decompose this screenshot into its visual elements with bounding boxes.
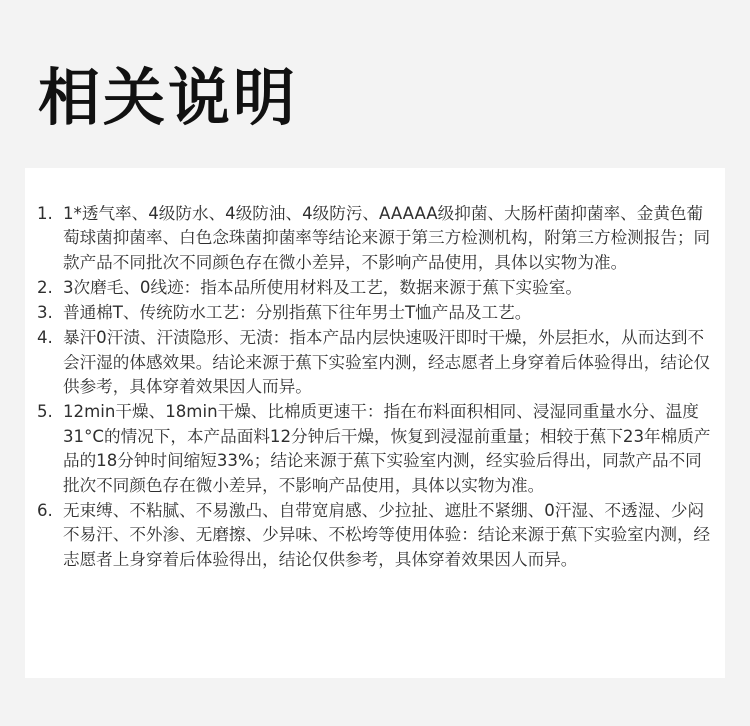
note-number: 4. — [37, 328, 53, 348]
note-number: 3. — [37, 303, 53, 323]
note-item-4 — [37, 326, 711, 399]
note-text: 无束缚、不粘腻、不易激凸、自带宽肩感、少拉扯、遮肚不紧绷、0汗湿、不透湿、少闷不易汗、不外渗、无磨擦、少异味、不松垮等使用体验：结论来源于蕉下实验室内测，经志愿者上身穿着后体验得出，结论仅供参考，具体穿着效果因人而异。 — [63, 500, 711, 569]
note-item-5 — [37, 400, 711, 498]
note-number: 1. — [37, 204, 53, 223]
page-title: 相关说明 — [38, 61, 299, 134]
notes-list — [37, 202, 711, 573]
notes-panel — [25, 168, 725, 678]
note-text: 12min干燥、18min干燥、比棉质更速干：指在布料面积相同、浸湿同重量水分、温度31°C的情况下，本产品面料12分钟后干燥，恢复到浸湿前重量；相较于蕉下23年棉质产品的18分钟时间缩短33%；结论来源于蕉下实验室内测，经实验后得出，同款产品不同批次不同颜色存在微小差异，不影响产品使用，具体以实物为准。 — [63, 402, 711, 495]
note-number: 6. — [37, 500, 53, 520]
note-item-2 — [37, 276, 711, 300]
note-item-1 — [37, 202, 711, 275]
note-item-6 — [37, 499, 711, 572]
note-item-3 — [37, 301, 711, 325]
note-text: 3次磨毛、0线迹：指本品所使用材料及工艺，数据来源于蕉下实验室。 — [63, 278, 582, 298]
note-number: 2. — [37, 278, 53, 298]
note-text: 普通棉T、传统防水工艺：分别指蕉下往年男士T恤产品及工艺。 — [63, 303, 532, 323]
note-number: 5. — [37, 402, 53, 422]
note-text: 1*透气率、4级防水、4级防油、4级防污、AAAAA级抑菌、大肠杆菌抑菌率、金黄色葡萄球菌抑菌率、白色念珠菌抑菌率等结论来源于第三方检测机构，附第三方检测报告；同款产品不同批次不同颜色存在微小差异，不影响产品使用，具体以实物为准。 — [63, 204, 711, 272]
note-text: 暴汗0汗渍、汗渍隐形、无渍：指本产品内层快速吸汗即时干燥，外层拒水，从而达到不会汗湿的体感效果。结论来源于蕉下实验室内测，经志愿者上身穿着后体验得出，结论仅供参考，具体穿着效果因人而异。 — [63, 328, 711, 397]
